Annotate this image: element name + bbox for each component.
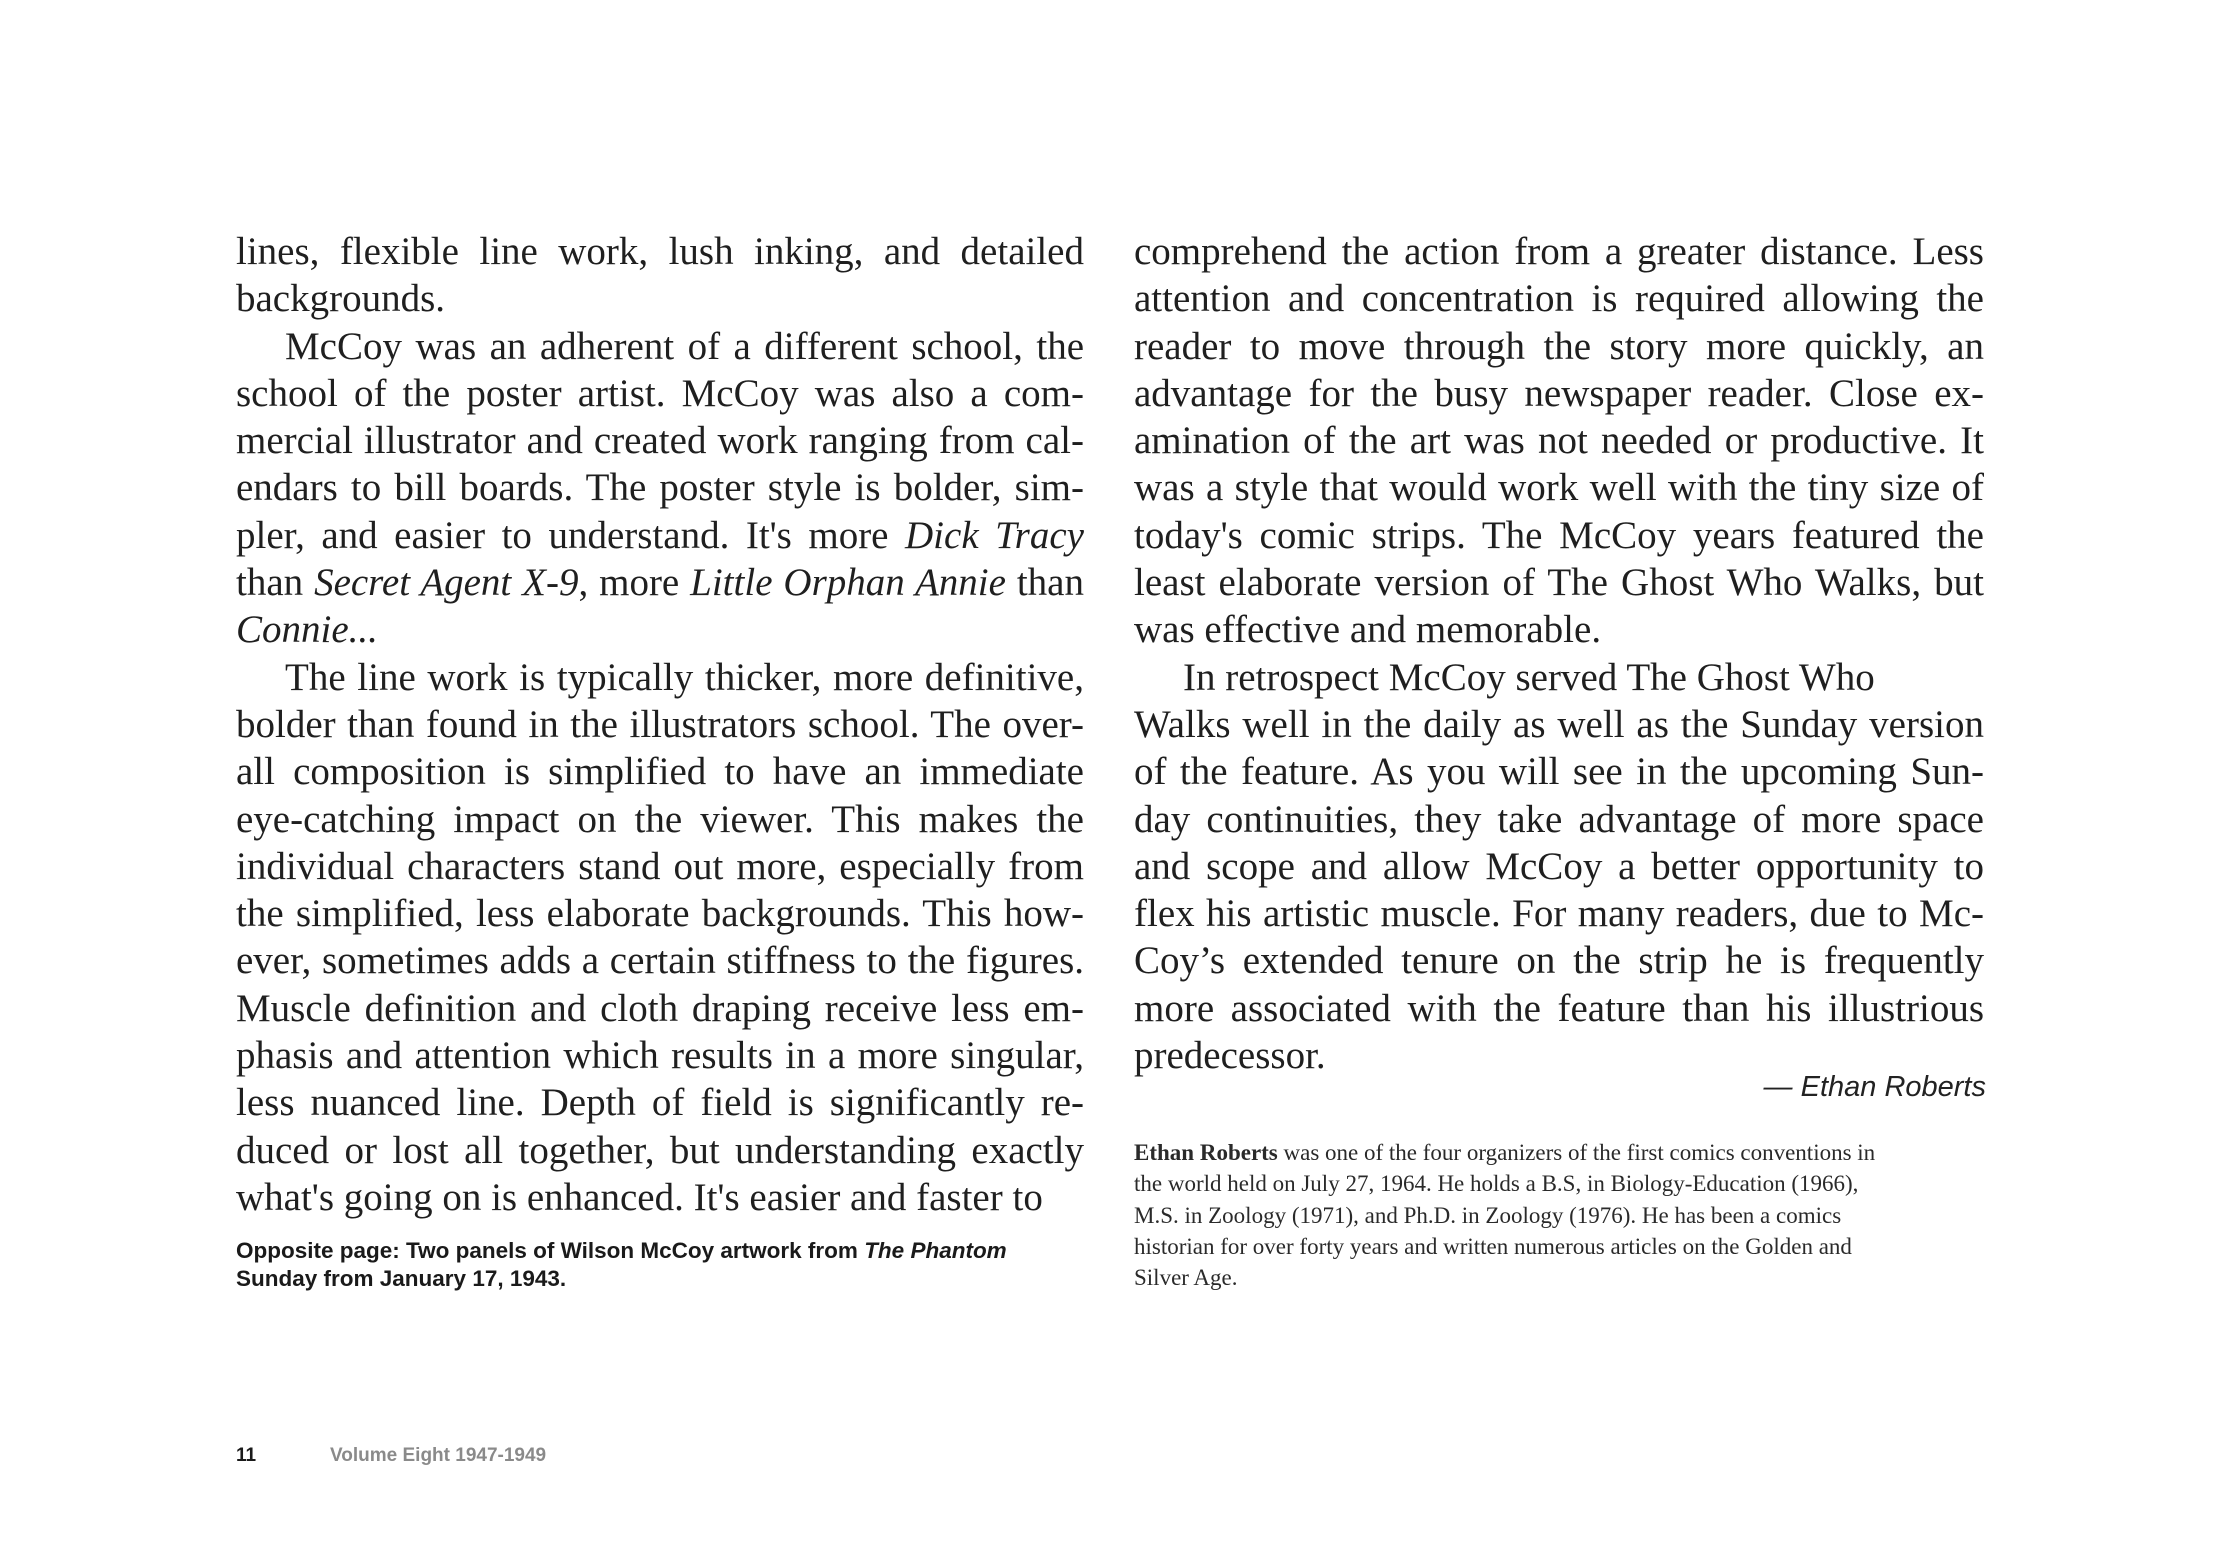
body-line: advantage for the busy newspaper reader. Close ex-: [1134, 371, 1984, 415]
body-line: bolder than found in the illustrators school. The over-: [236, 702, 1084, 746]
body-line: [236, 559, 1086, 606]
caption-line: [236, 1237, 1096, 1265]
body-line: Walks well in the daily as well as the Sunday version: [1134, 702, 1984, 746]
bio-line: the world held on July 27, 1964. He holds a B.S, in Biology-Education (1966),: [1134, 1171, 1859, 1197]
running-footer-title: Volume Eight 1947-1949: [330, 1445, 547, 1466]
body-line: attention and concentration is required allowing the: [1134, 277, 1984, 321]
title-connie: Connie...: [236, 608, 378, 652]
body-line: reader to move through the story more quickly, an: [1134, 324, 1984, 368]
body-line: what's going on is enhanced. It's easier and faster to: [236, 1175, 1043, 1219]
title-dick-tracy: Dick Tracy: [905, 513, 1084, 557]
body-line: predecessor.: [1134, 1034, 1326, 1078]
figure-caption: [236, 1237, 1096, 1293]
body-line: Muscle definition and cloth draping receive less em-: [236, 986, 1084, 1030]
body-line: endars to bill boards. The poster style is bolder, sim-: [236, 466, 1084, 510]
body-line: flex his artistic muscle. For many readers, due to Mc-: [1134, 892, 1984, 936]
page-number: 11: [236, 1445, 257, 1466]
body-line: and scope and allow McCoy a better opportunity to: [1134, 844, 1984, 888]
right-column: [1134, 228, 1984, 1079]
body-line: Coy’s extended tenure on the strip he is frequently: [1134, 939, 1984, 983]
body-line: [236, 606, 1086, 653]
title-secret-agent-x9: Secret Agent X-9: [314, 561, 579, 605]
body-line: comprehend the action from a greater distance. Less: [1134, 230, 1984, 273]
bio-text: was one of the four organizers of the first comics conventions in: [1277, 1140, 1876, 1165]
body-line: the simplified, less elaborate backgrounds. This how-: [236, 892, 1084, 936]
body-line: was a style that would work well with the tiny size of: [1134, 466, 1984, 510]
body-line: day continuities, they take advantage of more space: [1134, 797, 1984, 841]
body-text: than: [236, 561, 315, 605]
body-line: mercial illustrator and created work ranging from cal-: [236, 419, 1084, 463]
body-text: than: [1005, 561, 1084, 605]
body-text: , more: [578, 561, 691, 605]
author-bio: [1134, 1137, 1986, 1293]
bio-line: [1134, 1137, 1986, 1168]
bio-line: Silver Age.: [1134, 1265, 1238, 1291]
body-line: all composition is simplified to have an immediate: [236, 750, 1084, 794]
body-text: pler, and easier to understand. It's more: [236, 513, 906, 557]
bio-line: historian for over forty years and written numerous articles on the Golden and: [1134, 1233, 1852, 1259]
bio-line: M.S. in Zoology (1971), and Ph.D. in Zoology (1976). He has been a comics: [1134, 1202, 1842, 1228]
body-line: ever, sometimes adds a certain stiffness to the figures.: [236, 939, 1084, 983]
bio-first-line: [1134, 1137, 1875, 1168]
caption-text: Opposite page: Two panels of Wilson McCoy artwork from: [236, 1238, 865, 1263]
body-line: eye-catching impact on the viewer. This makes the: [236, 797, 1084, 841]
body-line: The line work is typically thicker, more definitive,: [285, 655, 1084, 699]
caption-title: The Phantom: [864, 1238, 1007, 1263]
body-line: least elaborate version of The Ghost Who Walks, but: [1134, 561, 1984, 605]
body-line: [236, 512, 1086, 559]
body-line: school of the poster artist. McCoy was also a com-: [236, 371, 1084, 415]
body-line: backgrounds.: [236, 277, 446, 321]
left-column: [236, 228, 1086, 1221]
body-line: today's comic strips. The McCoy years featured the: [1134, 513, 1984, 557]
body-line: individual characters stand out more, especially from: [236, 844, 1084, 888]
body-line: McCoy was an adherent of a different school, the: [285, 324, 1084, 368]
body-line: In retrospect McCoy served The Ghost Who: [1183, 655, 1875, 699]
author-signature: — Ethan Roberts: [1763, 1071, 1986, 1103]
body-line: amination of the art was not needed or productive. It: [1134, 419, 1984, 463]
body-line: phasis and attention which results in a more singular,: [236, 1034, 1084, 1078]
body-line: was effective and memorable.: [1134, 608, 1602, 652]
body-line: more associated with the feature than his illustrious: [1134, 986, 1984, 1030]
bio-author-name: Ethan Roberts: [1134, 1140, 1278, 1165]
body-line: of the feature. As you will see in the upcoming Sun-: [1134, 750, 1984, 794]
body-line: duced or lost all together, but understanding exactly: [236, 1128, 1084, 1172]
body-line: lines, flexible line work, lush inking, and detailed: [236, 230, 1084, 273]
title-little-orphan-annie: Little Orphan Annie: [690, 561, 1006, 605]
caption-line: Sunday from January 17, 1943.: [236, 1266, 567, 1291]
body-line: less nuanced line. Depth of field is significantly re-: [236, 1081, 1084, 1125]
